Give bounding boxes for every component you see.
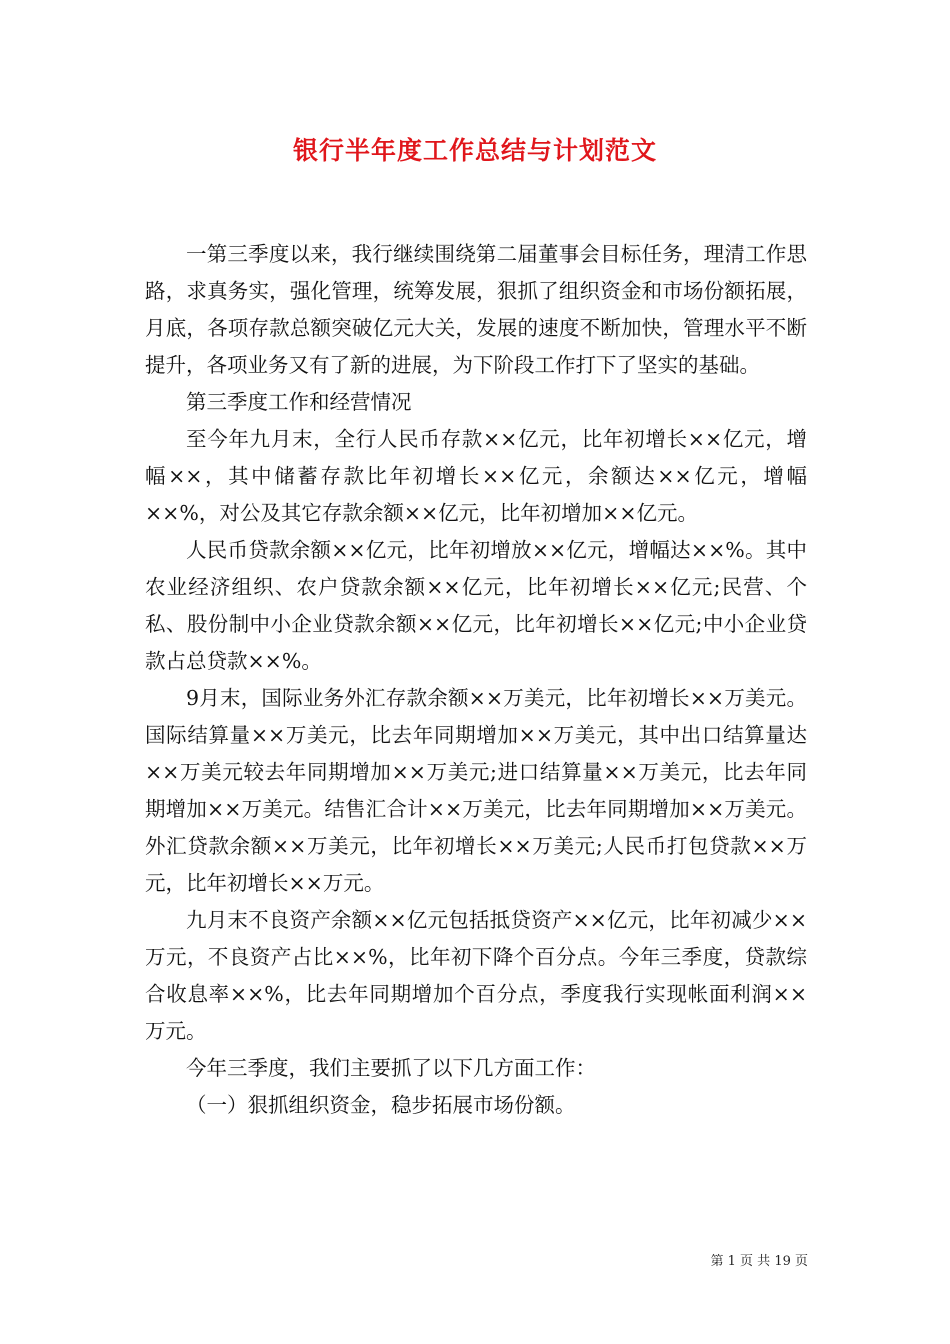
paragraph-deposits: 至今年九月末，全行人民币存款××亿元，比年初增长××亿元，增幅××，其中储蓄存款比年初增长××亿元，余额达××亿元，增幅××%，对公及其它存款余额××亿元，比年初增加××亿元。 (145, 427, 807, 525)
document-body (145, 236, 807, 1124)
page-number: 第 1 页 共 19 页 (710, 1254, 808, 1269)
paragraph-item-one: （一）狠抓组织资金，稳步拓展市场份额。 (186, 1093, 576, 1117)
paragraph-nonperforming: 九月末不良资产余额××亿元包括抵贷资产××亿元，比年初减少××万元，不良资产占比××%，比年初下降个百分点。今年三季度，贷款综合收息率××%，比去年同期增加个百分点，季度我行实现帐面利润××万元。 (145, 908, 807, 1043)
section-heading: 第三季度工作和经营情况 (186, 390, 412, 414)
paragraph-work-intro: 今年三季度，我们主要抓了以下几方面工作： (186, 1056, 596, 1080)
paragraph-loans: 人民币贷款余额××亿元，比年初增放××亿元，增幅达××%。其中农业经济组织、农户贷款余额××亿元，比年初增长××亿元;民营、个私、股份制中小企业贷款余额××亿元，比年初增长××亿元;中小企业贷款占总贷款××%。 (145, 538, 807, 673)
paragraph-intro: 一第三季度以来，我行继续围绕第二届董事会目标任务，理清工作思路，求真务实，强化管理，统筹发展，狠抓了组织资金和市场份额拓展，月底，各项存款总额突破亿元大关，发展的速度不断加快，管理水平不断提升，各项业务又有了新的进展，为下阶段工作打下了坚实的基础。 (145, 242, 807, 377)
document-title: 银行半年度工作总结与计划范文 (292, 136, 657, 165)
paragraph-international: 9月末，国际业务外汇存款余额××万美元，比年初增长××万美元。国际结算量××万美元，比去年同期增加××万美元，其中出口结算量达××万美元较去年同期增加××万美元;进口结算量××万美元，比去年同期增加××万美元。结售汇合计××万美元，比去年同期增加××万美元。外汇贷款余额××万美元，比年初增长××万美元;人民币打包贷款××万元，比年初增长××万元。 (145, 686, 807, 895)
